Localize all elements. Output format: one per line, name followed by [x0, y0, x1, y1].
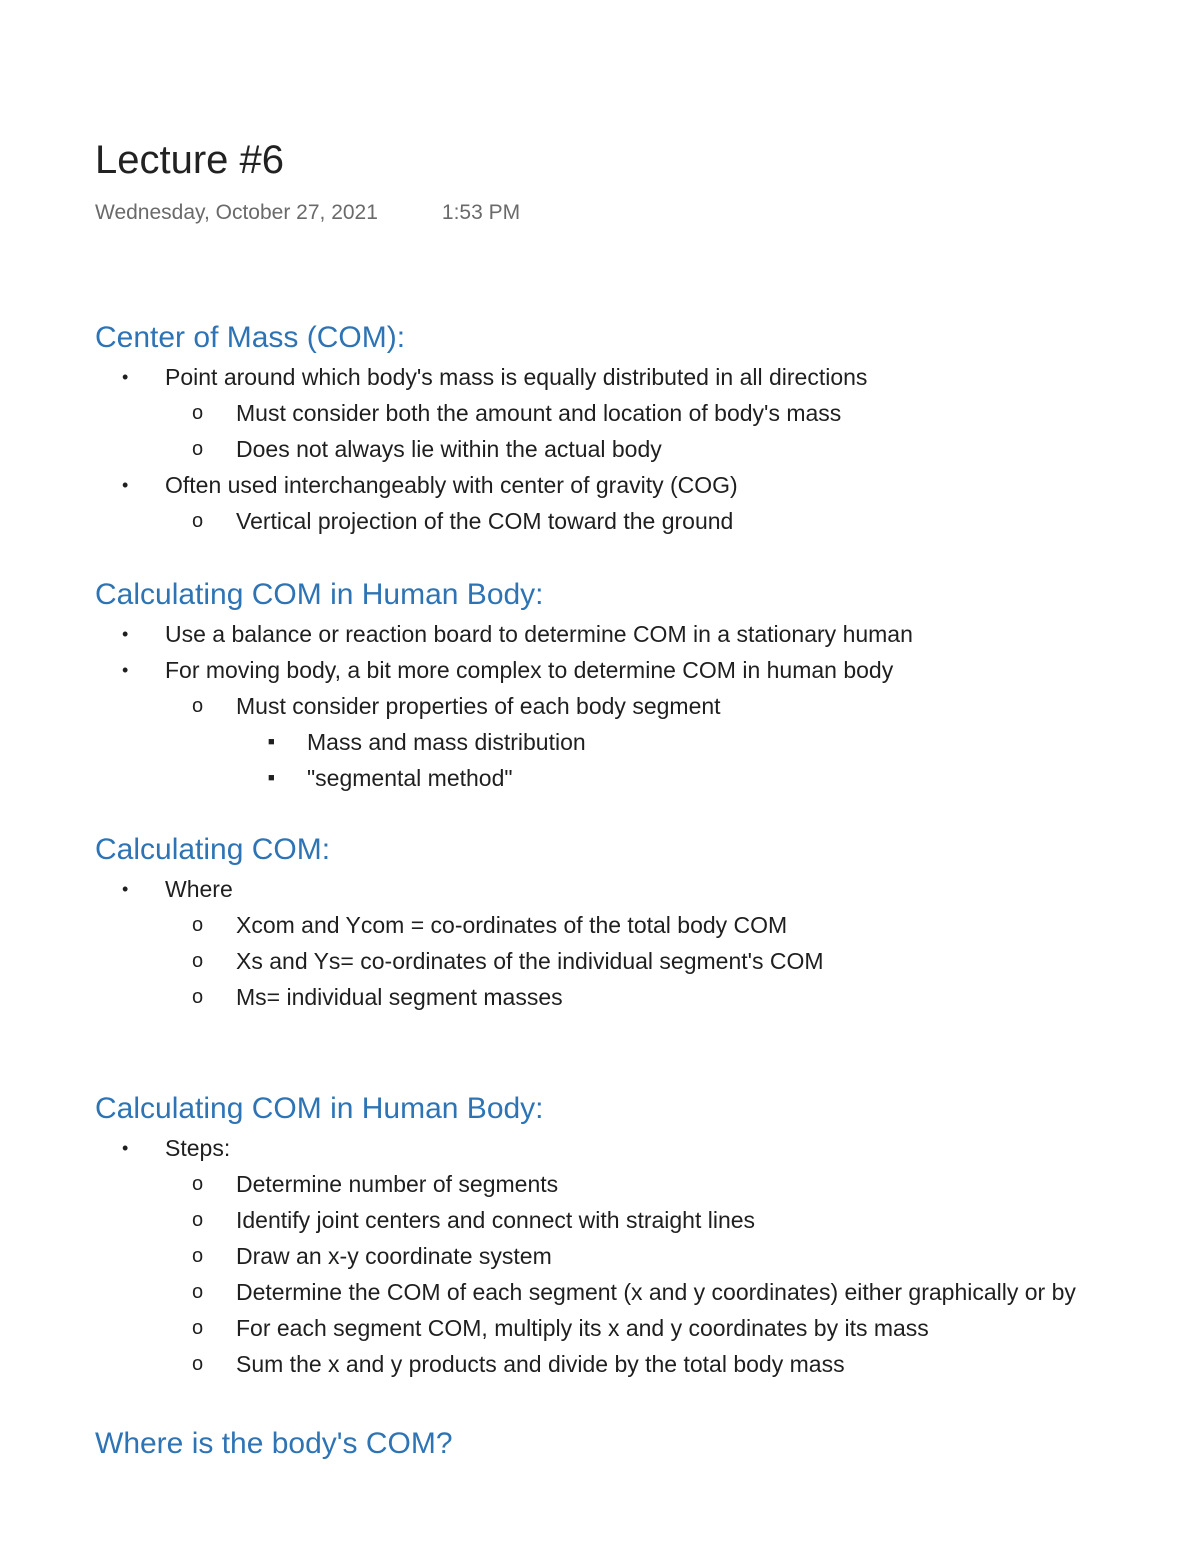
list-item-text: Must consider both the amount and location of body's mass	[236, 400, 842, 426]
list-item-text: Identify joint centers and connect with straight lines	[236, 1207, 756, 1233]
list-item	[0, 398, 1200, 430]
square-bullet-icon: ■	[268, 736, 275, 748]
list-item-text: Xcom and Ycom = co-ordinates of the total body COM	[236, 912, 788, 938]
list-item-text: Xs and Ys= co-ordinates of the individual segment's COM	[236, 948, 824, 974]
dot-bullet-icon: •	[122, 879, 129, 899]
circle-bullet-icon: o	[192, 438, 204, 460]
section-heading: Center of Mass (COM):	[95, 321, 406, 354]
date-text: Wednesday, October 27, 2021	[95, 201, 378, 224]
list-item	[0, 910, 1200, 942]
list-item-text: Draw an x-y coordinate system	[236, 1243, 552, 1269]
dot-bullet-icon: •	[122, 624, 129, 644]
list-item	[0, 434, 1200, 466]
list-item	[0, 1169, 1200, 1201]
square-bullet-icon: ■	[268, 772, 275, 784]
list-item-text: For moving body, a bit more complex to determine COM in human body	[165, 657, 894, 683]
list-item	[0, 982, 1200, 1014]
circle-bullet-icon: o	[192, 914, 204, 936]
circle-bullet-icon: o	[192, 1245, 204, 1267]
list-item	[0, 874, 1200, 906]
list-item	[0, 1277, 1200, 1309]
list-item-text: Where	[165, 876, 233, 902]
page-date	[95, 198, 520, 228]
dot-bullet-icon: •	[122, 1138, 129, 1158]
circle-bullet-icon: o	[192, 1281, 204, 1303]
list-item-text: Determine number of segments	[236, 1171, 559, 1197]
circle-bullet-icon: o	[192, 986, 204, 1008]
list-item	[0, 470, 1200, 502]
dot-bullet-icon: •	[122, 367, 129, 387]
list-item	[0, 619, 1200, 651]
section-heading: Calculating COM:	[95, 833, 331, 866]
section-heading: Calculating COM in Human Body:	[95, 1092, 544, 1125]
list-item-text: Does not always lie within the actual body	[236, 436, 662, 462]
list-item-text: Determine the COM of each segment (x and y coordinates) either graphically or by	[236, 1279, 1076, 1305]
list-item	[0, 691, 1200, 723]
time-text: 1:53 PM	[441, 201, 521, 224]
list-item	[0, 1205, 1200, 1237]
list-item-text: Often used interchangeably with center of gravity (COG)	[165, 472, 738, 498]
cut-off-heading-text: Where is the body's COM?	[95, 1427, 453, 1460]
list-item	[0, 763, 1200, 795]
list-item	[0, 1241, 1200, 1273]
list-item-text: Steps:	[165, 1135, 231, 1161]
circle-bullet-icon: o	[192, 1173, 204, 1195]
circle-bullet-icon: o	[192, 1353, 204, 1375]
circle-bullet-icon: o	[192, 1317, 204, 1339]
list-item-text: Use a balance or reaction board to determine COM in a stationary human	[165, 621, 913, 647]
list-item	[0, 1313, 1200, 1345]
page-title: Lecture #6	[95, 138, 285, 182]
list-item-text: Mass and mass distribution	[307, 729, 586, 755]
list-item-text: Vertical projection of the COM toward the ground	[236, 508, 734, 534]
list-item-text: For each segment COM, multiply its x and y coordinates by its mass	[236, 1315, 929, 1341]
list-item	[0, 1349, 1200, 1381]
dot-bullet-icon: •	[122, 660, 129, 680]
list-item-text: Sum the x and y products and divide by the total body mass	[236, 1351, 845, 1377]
circle-bullet-icon: o	[192, 1209, 204, 1231]
list-item	[0, 506, 1200, 538]
list-item-text: Must consider properties of each body segment	[236, 693, 721, 719]
section-heading: Calculating COM in Human Body:	[95, 578, 544, 611]
circle-bullet-icon: o	[192, 402, 204, 424]
list-item	[0, 946, 1200, 978]
list-item	[0, 727, 1200, 759]
list-item-text: "segmental method"	[307, 765, 513, 791]
list-item-text: Ms= individual segment masses	[236, 984, 563, 1010]
circle-bullet-icon: o	[192, 950, 204, 972]
list-item-text: Point around which body's mass is equally distributed in all directions	[165, 364, 868, 390]
cut-off-heading	[95, 1420, 695, 1460]
list-item	[0, 655, 1200, 687]
circle-bullet-icon: o	[192, 695, 204, 717]
dot-bullet-icon: •	[122, 475, 129, 495]
circle-bullet-icon: o	[192, 510, 204, 532]
list-item	[0, 1133, 1200, 1165]
list-item	[0, 362, 1200, 394]
